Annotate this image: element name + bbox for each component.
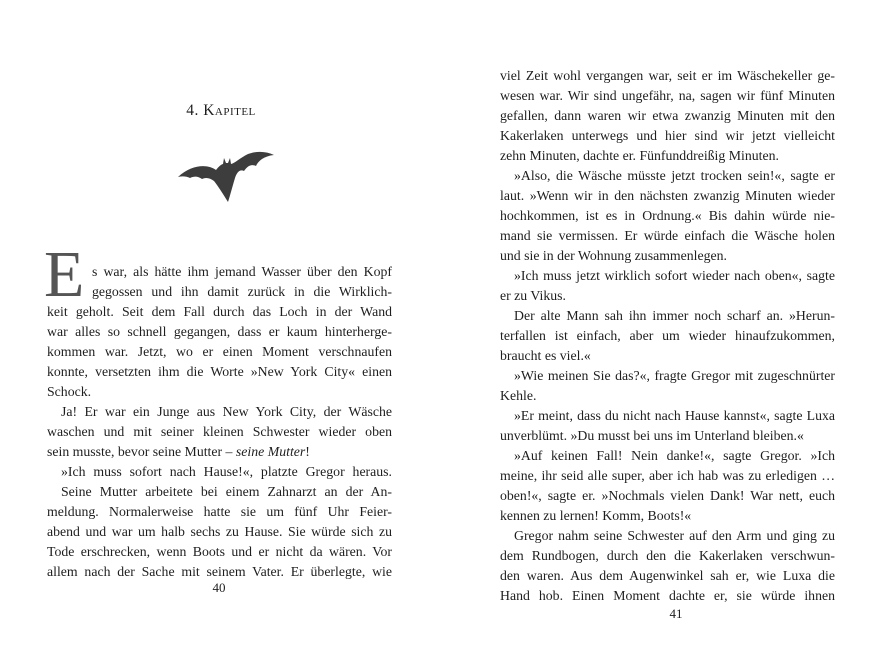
text-line: »Ich muss jetzt wirklich sofort wieder nach oben«, sagte: [514, 268, 835, 283]
text-line: keit geholt. Seit dem Fall durch das Loch in der Wand: [47, 304, 392, 319]
text-line: »Auf keinen Fall! Nein danke!«, sagte Gregor. »Ich: [514, 448, 835, 463]
text-line: »Also, die Wäsche müsste jetzt trocken sein!«, sagte er: [514, 168, 835, 183]
text-line: waschen und mit seiner kleinen Schwester wieder oben: [47, 424, 392, 439]
text-fragment: sein musste, bevor seine Mutter –: [47, 444, 233, 459]
text-line: s war, als hätte ihm jemand Wasser über den Kopf: [92, 264, 392, 279]
text-line: Seine Mutter arbeitete bei einem Zahnarzt an der An-: [61, 484, 392, 499]
text-line: meldung. Normalerweise hatte sie um fünf Uhr Feier-: [47, 504, 392, 519]
drop-cap: E: [44, 238, 85, 311]
bat-icon: [178, 150, 274, 204]
text-line-mixed: [47, 442, 392, 462]
text-line: und sie in der Wohnung zusammenlegen.: [500, 248, 728, 263]
text-line: terfallen ist einfach, aber um wieder hinaufzukommen,: [500, 328, 835, 343]
text-line: war alles so schnell gegangen, dass er kaum hinterherge-: [47, 324, 392, 339]
text-line: Ja! Er war ein Junge aus New York City, der Wäsche: [61, 404, 392, 419]
text-line: gegossen und ihn damit zurück in die Wirklich-: [92, 284, 392, 299]
text-line: gefallen, dann waren wir etwa zwanzig Minuten mit den: [500, 108, 835, 123]
text-line: »Wie meinen Sie das?«, fragte Gregor mit zugeschnürter: [514, 368, 835, 383]
text-line: den waren. Aus dem Augenwinkel sah er, wie Luxa die: [500, 568, 835, 583]
text-line: oben!«, sagte er. »Nochmals vielen Dank! War nett, euch: [500, 488, 835, 503]
text-line: Kehle.: [500, 388, 537, 403]
left-page: [0, 0, 442, 648]
text-line: Tode erschrecken, wenn Boots und er nicht da wären. Vor: [47, 544, 392, 559]
text-line: kommen war. Jetzt, wo er einen Moment verschnaufen: [47, 344, 392, 359]
right-page: [443, 0, 885, 648]
text-line: Der alte Mann sah ihn immer noch scharf an. »Herun-: [514, 308, 835, 323]
text-line: unverblümt. »Du musst bei uns im Unterland bleiben.«: [500, 428, 804, 443]
italic-phrase: seine Mutter: [235, 444, 306, 459]
text-line: allem nach der Sache mit seinem Vater. Er überlegte, wie: [47, 564, 392, 579]
page-number: 40: [212, 580, 226, 595]
text-line: kennen zu lernen! Komm, Boots!«: [500, 508, 692, 523]
text-line: mand sie vermissen. Er würde einfach die Wäsche holen: [500, 228, 835, 243]
text-line: meine, ihr seid alle super, aber ich hab was zu erledigen …: [500, 468, 835, 483]
text-line: Hand hob. Einen Moment dachte er, sie würde ihnen: [500, 588, 835, 603]
chapter-title: 4. Kapitel: [186, 102, 256, 119]
text-fragment: !: [305, 444, 310, 459]
text-line: abend und war um halb sechs zu Hause. Sie würde sich zu: [47, 524, 392, 539]
text-line: laut. »Wenn wir in den nächsten zwanzig Minuten wieder: [500, 188, 835, 203]
text-line: Gregor nahm seine Schwester auf den Arm und ging zu: [514, 528, 835, 543]
text-line: Kakerlaken unterwegs und hier sind wir jetzt vielleicht: [500, 128, 835, 143]
text-line: hochkommen, ist es in Ordnung.« Bis dahin würde nie-: [500, 208, 835, 223]
text-line: viel Zeit wohl vergangen war, seit er im Wäschekeller ge-: [500, 68, 835, 83]
text-line: braucht es viel.«: [500, 348, 591, 363]
text-line: er zu Vikus.: [500, 288, 566, 303]
text-line: konnte, versetzten ihm die Worte »New York City« einen: [47, 364, 392, 379]
text-line: dem Rundbogen, durch den die Kakerlaken verschwun-: [500, 548, 835, 563]
text-line: »Er meint, dass du nicht nach Hause kannst«, sagte Luxa: [514, 408, 835, 423]
text-line: Schock.: [47, 384, 92, 399]
text-line: wesen war. Wir sind ungefähr, na, sagen wir fünf Minuten: [500, 88, 835, 103]
text-line: »Ich muss sofort nach Hause!«, platzte Gregor heraus.: [61, 464, 392, 479]
page-number: 41: [669, 606, 683, 621]
text-line: zehn Minuten, dachte er. Fünfunddreißig Minuten.: [500, 148, 779, 163]
